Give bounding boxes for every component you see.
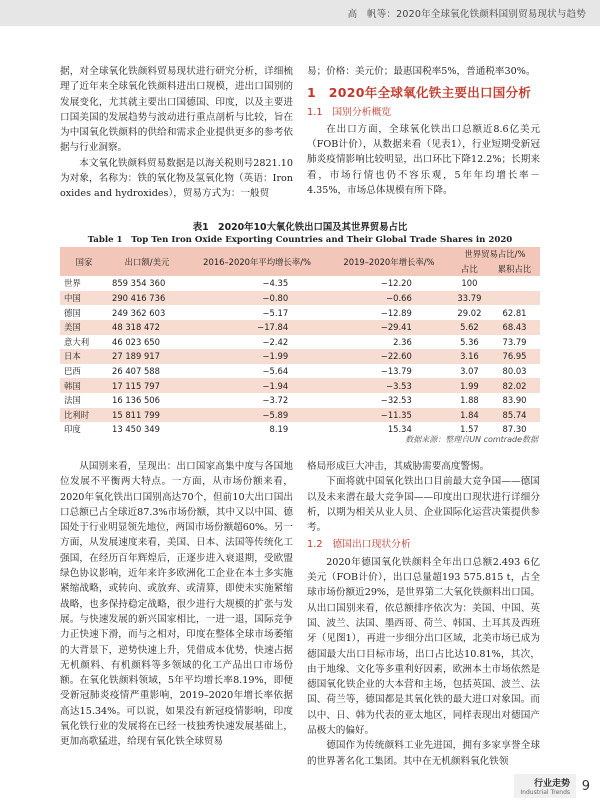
table-cell: 15.34: [387, 424, 412, 435]
table-cell: −2.42: [262, 336, 289, 347]
left-column-bottom: [60, 459, 293, 750]
running-header: [0, 0, 600, 26]
table-row: [60, 408, 540, 423]
table-cell: 26 407 588: [112, 366, 160, 377]
subsection-heading: 1.1 国别分析概览: [307, 106, 392, 118]
table-cell: 法国: [64, 395, 81, 406]
table-cell: [489, 291, 540, 306]
table-row: [60, 305, 540, 320]
table-cell: −5.64: [262, 366, 289, 377]
subsection-heading: 1.2 德国出口现状分析: [307, 539, 411, 551]
left-column-top: [60, 64, 293, 202]
table-cell: 1.88: [460, 395, 479, 406]
table-row: [60, 291, 540, 306]
table-cell: 巴西: [64, 366, 81, 377]
table-caption-cn: 表1 2020年10大氧化铁出口国及其世界贸易占比: [192, 222, 408, 233]
table-cell: 73.79: [502, 336, 527, 347]
table-cell: 80.03: [502, 366, 527, 377]
table-cell: 1.57: [460, 424, 479, 435]
paragraph: 易；价格：美元价；最惠国税率5%，普通税率30%。: [307, 66, 536, 77]
table-cell: 中国: [60, 291, 108, 306]
footer-badge-title: 行业走势: [533, 779, 570, 789]
table-cell: 290 416 736: [108, 291, 186, 306]
table-cell: 1.84: [450, 408, 489, 423]
table-cell: −0.66: [328, 291, 450, 306]
table-cell: 68.43: [489, 320, 540, 335]
section-heading: 1 2020年全球氧化铁主要出口国分析: [307, 85, 532, 101]
table-cell: 美国: [60, 320, 108, 335]
table-cell: −12.20: [380, 278, 412, 289]
table-cell: 韩国: [60, 378, 108, 393]
table-cell: 2.36: [393, 336, 412, 347]
table-cell: 5.36: [460, 336, 479, 347]
table-cell: −12.89: [380, 307, 412, 318]
header-share: 世界贸易占比/%: [450, 247, 540, 262]
table-cell: 85.74: [489, 408, 540, 423]
table-row: [60, 378, 540, 393]
table-cell: 48 318 472: [108, 320, 186, 335]
table-cell: −1.99: [186, 349, 328, 364]
right-column-bottom: [307, 459, 540, 769]
table-cell: −4.35: [262, 278, 289, 289]
table-cell: 比利时: [60, 408, 108, 423]
table-cell: 33.79: [450, 291, 489, 306]
table-cell: −13.79: [380, 366, 412, 377]
table-cell: 15 811 799: [108, 408, 186, 423]
table-cell: 62.81: [502, 307, 527, 318]
table-cell: −5.89: [186, 408, 328, 423]
header-country: 国家: [60, 247, 108, 276]
table-cell: −3.72: [262, 395, 289, 406]
table-cell: 16 136 506: [112, 395, 160, 406]
table-cell: 日本: [60, 349, 108, 364]
running-header-text: 高 帆等：2020年全球氧化铁颜料国别贸易现状与趋势: [347, 9, 586, 20]
table-cell: −29.41: [328, 320, 450, 335]
paragraph: 德国作为传统颜料工业先进国，拥有多家享誉全球的世界著名化工集团。其中在无机颜料氧化铁领: [307, 740, 540, 767]
table-cell: 859 354 360: [112, 278, 166, 289]
table-row: [60, 393, 540, 408]
table-cell: 249 362 603: [112, 307, 166, 318]
paragraph: 据，对全球氧化铁颜料贸易现状进行研究分析，详细梳理了近年来全球氧化铁颜料进出口规模，进出口国别的发展变化，尤其就主要出口国德国、印度，以及主要进口国美国的发展趋势与波动进行重点剖析与比较，旨在为中国氧化铁颜料的供给和需求企业提供更多的参考依据与行业洞察。: [60, 66, 293, 154]
table-cell: [489, 276, 540, 291]
header-growth1: 2019–2020年增长率/%: [328, 247, 450, 276]
table-cell: 13 450 349: [112, 424, 160, 435]
table-cell: 87.30: [502, 424, 527, 435]
paragraph: 本文氧化铁颜料贸易数据是以海关税则号2821.10为对象，名称为：铁的氧化物及氢氧化物（英语：Iron oxides and hydroxides），贸易方式为：一般贸: [60, 157, 293, 200]
table-cell: 1.99: [450, 378, 489, 393]
table-cell: 46 023 650: [112, 336, 160, 347]
table-row: [60, 349, 540, 364]
table-caption-en: Table 1 Top Ten Iron Oxide Exporting Countries and Their Global Trade Shares in 2020: [87, 235, 513, 245]
table-cell: −17.84: [186, 320, 328, 335]
table-source: 数据来源：整理自UN comtrade数据: [405, 435, 538, 444]
table-cell: −32.53: [380, 395, 412, 406]
table-cell: 5.62: [450, 320, 489, 335]
table-cell: 83.90: [502, 395, 527, 406]
table-cell: 德国: [64, 307, 81, 318]
table-cell: 100: [461, 278, 478, 289]
header-share-cum: 累积占比: [489, 262, 540, 277]
table-cell: 29.02: [457, 307, 482, 318]
table-cell: 82.02: [489, 378, 540, 393]
paragraph: 2020年德国氧化铁颜料全年出口总额2.493 6亿美元（FOB计价），出口总量超193 575.815 t，占全球市场份额近29%，是世界第二大氧化铁颜料出口国。从出口国别来看，依总额排序依次为：美国、中国、英国、波兰、法国、墨西哥、荷兰、韩国、土耳其及西班牙（见图1），再进一步细分出口区域，北美市场已成为德国最大出口目标市场，出口占比达10.81%，其次，由于地缘、文化等多重利好因素，欧洲本土市场依然是德国氧化铁企业的大本营和主场，包括英国、波兰、法国、荷兰等，德国都是其氧化铁的最大进口对象国。而以中、日、韩为代表的亚太地区，同样表现出对德国产品极大的偏好。: [307, 556, 540, 737]
table-cell: 3.07: [460, 366, 479, 377]
table-cell: −11.35: [328, 408, 450, 423]
header-share-pct: 占比: [450, 262, 489, 277]
footer: [514, 774, 576, 798]
table-cell: 8.19: [269, 424, 289, 435]
paragraph: 格局形成巨大冲击，其威胁需要高度警惕。: [307, 461, 490, 472]
paragraph: 下面将就中国氧化铁出口目前最大竞争国——德国以及未来潜在最大竞争国——印度出口现状进行详细分析，以期为相关从业人员、企业国际化运营决策提供参考。: [307, 476, 540, 534]
table-row: [60, 276, 540, 291]
table-cell: 27 189 917: [108, 349, 186, 364]
table-cell: 3.16: [450, 349, 489, 364]
page-number: 9: [581, 779, 590, 794]
paragraph: 从国别来看，呈现出：出口国家高集中度与各国地位发展不平衡两大特点。一方面，从市场份额来看，2020年氧化铁出口国别高达70个，但前10大出口国出口总额已占全球近87.3%市场份额，其中又以中国、德国处于行业明显领先地位，两国市场份额超60%。另一方面，从发展速度来看，美国、日本、法国等传统化工强国，在经历百年辉煌后，正逐步进入衰退期，受欧盟绿色协议影响，近年来许多欧洲化工企业在本土多实施紧缩战略，或转向、或放弃、或清算，即使未实施紧缩战略，也多保持稳定战略，很少进行大规模的扩张与发展。与快速发展的新兴国家相比，一进一退，国际竞争力正快速下滑，而与之相对，印度在整体全球市场萎缩的大背景下，逆势快速上升，凭借成本优势，快速占据无机颜料、有机颜料等多领域的化工产品出口市场份额。在氧化铁颜料领域，5年平均增长率8.19%，即便受新冠肺炎疫情严重影响，2019–2020年增长率依据高达15.34%。可以说，如果没有新冠疫情影响，印度氧化铁行业的发展将在已经一枝独秀快速发展基础上，更加高歌猛进，给现有氧化铁全球贸易: [60, 461, 293, 748]
table-cell: −22.60: [328, 349, 450, 364]
table-cell: −5.17: [262, 307, 289, 318]
table-row: [60, 364, 540, 379]
export-table: [60, 247, 540, 437]
footer-badge: [514, 774, 576, 798]
table-cell: 世界: [64, 278, 81, 289]
table-cell: −1.94: [186, 378, 328, 393]
table-row: [60, 320, 540, 335]
table-body: [60, 276, 540, 437]
table-cell: 17 115 797: [108, 378, 186, 393]
table-cell: 76.95: [489, 349, 540, 364]
table-cell: −3.53: [328, 378, 450, 393]
header-amount: 出口额/美元: [108, 247, 186, 276]
header-growth5: 2016–2020年平均增长率/%: [186, 247, 328, 276]
table-cell: 印度: [64, 424, 81, 435]
table-cell: 意大利: [64, 336, 90, 347]
paragraph: 在出口方面，全球氧化铁出口总额近8.6亿美元（FOB计价），从数据来看（见表1），行业短期受新冠肺炎疫情影响比较明显，出口环比下降12.2%；长期来看，市场行情也仍不容乐观，5年年均增长率－4.35%，市场总体规模有所下降。: [307, 123, 540, 197]
footer-badge-subtitle: Industrial Trends: [520, 789, 570, 796]
table-cell: −0.80: [186, 291, 328, 306]
right-column-top: [307, 64, 540, 198]
table-row: [60, 335, 540, 350]
